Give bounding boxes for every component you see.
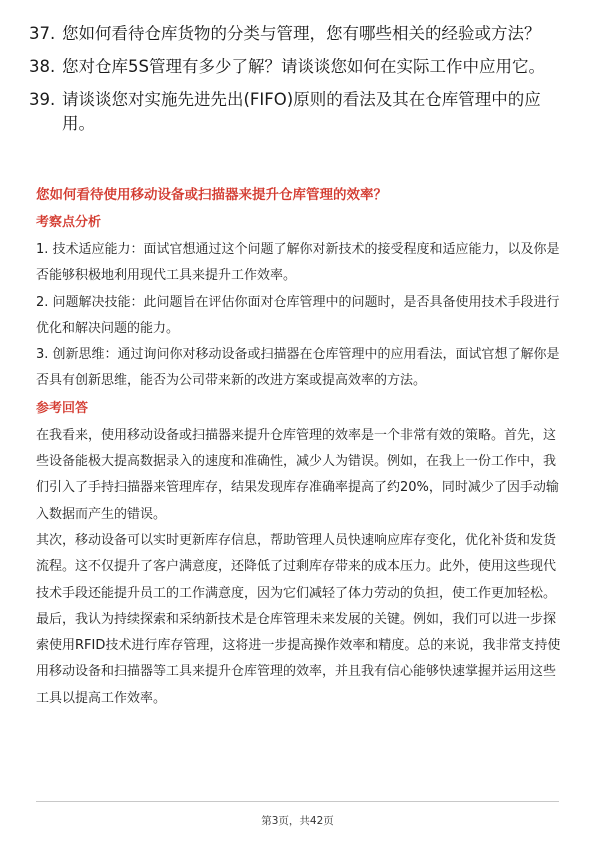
analysis-heading: 考察点分析 <box>36 215 102 230</box>
footer-divider <box>36 801 559 802</box>
page-number: 第3页，共42页 <box>261 815 334 827</box>
question-number: 39. <box>29 90 56 109</box>
question-item <box>29 55 569 79</box>
question-number: 38. <box>29 57 56 76</box>
question-item <box>29 88 569 136</box>
answer-section <box>36 185 562 712</box>
analysis-point: 2. 问题解决技能：此问题旨在评估你面对仓库管理中的问题时，是否具备使用技术手段进行优化和解决问题的能力。 <box>36 294 560 336</box>
question-text: 您如何看待仓库货物的分类与管理，您有哪些相关的经验或方法？ <box>62 24 541 43</box>
question-list <box>29 22 569 145</box>
analysis-point: 3. 创新思维：通过询问你对移动设备或扫描器在仓库管理中的应用看法，面试官想了解你是否具有创新思维，能否为公司带来新的改进方案或提高效率的方法。 <box>36 347 560 389</box>
answer-heading: 参考回答 <box>36 400 89 416</box>
answer-paragraph: 最后，我认为持续探索和采纳新技术是仓库管理未来发展的关键。例如，我们可以进一步探索使用RFID技术进行库存管理，这将进一步提高操作效率和精度。总的来说，我非常支持使用移动设备和扫描器等工具来提升仓库管理的效率，并且我有信心能够快速掌握并运用这些工具以提高工作效率。 <box>36 611 561 706</box>
question-number: 37. <box>29 24 56 43</box>
section-title: 您如何看待使用移动设备或扫描器来提升仓库管理的效率？ <box>36 187 387 203</box>
question-item <box>29 22 569 46</box>
answer-paragraph: 其次，移动设备可以实时更新库存信息，帮助管理人员快速响应库存变化，优化补货和发货流程。这不仅提升了客户满意度，还降低了过剩库存带来的成本压力。此外，使用这些现代技术手段还能提升员工的工作满意度，因为它们减轻了体力劳动的负担，使工作更加轻松。 <box>36 532 557 601</box>
answer-paragraph: 在我看来，使用移动设备或扫描器来提升仓库管理的效率是一个非常有效的策略。首先，这些设备能极大提高数据录入的速度和准确性，减少人为错误。例如，在我上一份工作中，我们引入了手持扫描器来管理库存，结果发现库存准确率提高了约20%，同时减少了因手动输入数据而产生的错误。 <box>36 427 559 522</box>
question-text: 请谈谈您对实施先进先出(FIFO)原则的看法及其在仓库管理中的应用。 <box>62 90 541 133</box>
question-text: 您对仓库5S管理有多少了解？请谈谈您如何在实际工作中应用它。 <box>62 57 545 76</box>
analysis-point: 1. 技术适应能力：面试官想通过这个问题了解你对新技术的接受程度和适应能力，以及你是否能够积极地利用现代工具来提升工作效率。 <box>36 242 560 284</box>
